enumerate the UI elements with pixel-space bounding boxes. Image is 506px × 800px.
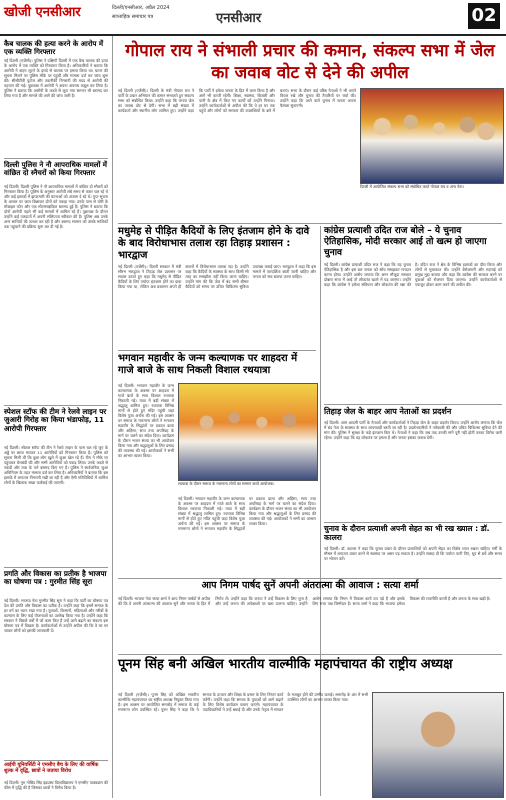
story-headline: भगवान महावीर के जन्म कल्याणक पर शाहदरा में गाजे बाजे के साथ निकली विशाल रथयात्रा [118, 353, 298, 376]
story-headline: चुनाव के दौरान प्रत्याशी अपनी सेहत का भी रख ख्याल : डॉ. कालरा [324, 524, 490, 542]
story-divider [118, 578, 502, 579]
story-body: नई दिल्ली। कांग्रेस प्रत्याशी उदित राज ने कहा कि यह चुनाव ऐतिहासिक है और इस बार जनता को सोच समझकर मतदान करना होगा। उन्होंने आरोप लगाया कि अगर मौजूदा सरकार दोबारा सत्ता में आई तो लोकतंत्र खतरे में पड़ जाएगा। उन्होंने कहा कि कांग्रेस ने हमेशा संविधान और लोकतंत्र की रक्षा की है। उदित राज ने क्षेत्र के विभिन्न इलाकों का दौरा किया और लोगों से मुलाकात की। उन्होंने बेरोजगारी और महंगाई को प्रमुख मुद्दा बताया और कहा कि कांग्रेस की सरकार बनने पर युवाओं को रोजगार दिया जाएगा। उन्होंने कार्यकर्ताओं से एकजुट होकर काम करने की अपील की। [324, 262, 502, 287]
poonam-photo [372, 692, 504, 798]
story-headline: कांग्रेस प्रत्याशी उदित राज बोले – ये चुनाव ऐतिहासिक, मोदी सरकार आई तो खत्म हो जाएगा चुनाव [324, 226, 487, 258]
page-number: 02 [468, 3, 500, 29]
story-divider [4, 567, 108, 568]
story-divider [324, 522, 502, 523]
story-divider [4, 760, 108, 761]
story-body: नई दिल्ली। भगवान महावीर के जन्म कल्याणक के अवसर पर शाहदरा में गाजे बाजे के साथ विशाल रथयात्रा निकाली गई। यात्रा में बड़ी संख्या में श्रद्धालु शामिल हुए। रथयात्रा विभिन्न मार्गों से होते हुए मंदिर पहुंची जहां विशेष पूजा अर्चना की गई। इस अवसर पर समाज के गणमान्य लोगों ने भगवान महावीर के सिद्धांतों पर प्रकाश डाला और अहिंसा, सत्य तथा अपरिग्रह के मार्ग पर चलने का संदेश दिया। कार्यक्रम के दौरान भजन संध्या का भी आयोजन किया गया और श्रद्धालुओं के लिए प्रसाद की व्यवस्था की गई। आयोजकों ने सभी का आभार व्यक्त किया। [118, 383, 174, 458]
story-body: नई दिल्ली। भाजपा नेता सत्या शर्मा ने आप निगम पार्षदों से अपील की कि वे अपनी अंतरात्मा की आवाज सुनें और जनता के हित में निर्णय लें। उन्होंने कहा कि जनता ने उन्हें विकास के लिए चुना है और उन्हें जनता की अपेक्षाओं पर खरा उतरना चाहिए। उन्होंने आरोप लगाया कि निगम में विकास कार्य ठप पड़े हैं और इसके लिए सत्ता पक्ष जिम्मेदार है। सत्या शर्मा ने कहा कि भाजपा हमेशा विकास की राजनीति करती है और जनता के साथ खड़ी है। [118, 596, 491, 606]
story-body: नई दिल्ली (एजेंसी)। पुलिस ने दक्षिणी दिल्ली में एक कैब चालक की हत्या के आरोप में एक व्यक्ति को गिरफ्तार किया है। अधिकारियों ने बताया कि आरोपी ने वाहन लूटने के इरादे से चालक पर हमला किया था। घटना की सूचना मिलने पर पुलिस मौके पर पहुंची और मामला दर्ज कर जांच शुरू की। सीसीटीवी फुटेज और तकनीकी निगरानी की मदद से आरोपी की पहचान की गई। पूछताछ में आरोपी ने अपना अपराध कबूल कर लिया है। पुलिस ने बताया कि आरोपी के कब्जे से लूटा गया सामान भी बरामद कर लिया गया है और मामले की आगे की जांच जारी है। [4, 58, 108, 98]
section-title: एनसीआर [216, 11, 262, 26]
story-body: नई दिल्ली (एजेंसी)। पूनम सिंह को अखिल भारतीय वाल्मीकि महापंचायत का राष्ट्रीय अध्यक्ष नियुक्त किया गया है। इस अवसर पर आयोजित समारोह में समाज के कई गणमान्य लोग उपस्थित रहे। पूनम सिंह ने कहा कि वे समाज के उत्थान और शिक्षा के प्रसार के लिए निरंतर कार्य करेंगी। उन्होंने कहा कि समाज के युवाओं को आगे बढ़ाने के लिए विशेष कार्यक्रम चलाए जाएंगे। महापंचायत के पदाधिकारियों ने उन्हें बधाई दी और उनके नेतृत्व में संगठन के मजबूत होने की उम्मीद जताई। समारोह के अंत में सभी उपस्थित लोगों का आभार व्यक्त किया गया। [118, 692, 368, 712]
story-body: नई दिल्ली। आम आदमी पार्टी के नेताओं और कार्यकर्ताओं ने तिहाड़ जेल के बाहर प्रदर्शन किया। उन्होंने आरोप लगाया कि जेल में बंद नेता के स्वास्थ्य के साथ लापरवाही बरती जा रही है। प्रदर्शनकारियों ने नारेबाजी की और उचित चिकित्सा सुविधा देने की मांग की। पुलिस ने सुरक्षा के कड़े इंतजाम किए थे। नेताओं ने कहा कि जब तक उनकी मांगें पूरी नहीं होतीं उनका विरोध जारी रहेगा। उन्होंने कहा कि यह लोकतंत्र पर हमला है और जनता इसका जवाब देगी। [324, 420, 502, 440]
story-headline: स्पेशल स्टॉफ की टीम ने रेलवे लाइन पर जुआरी गिरोह का किया भंडाफोड़, 11 आरोपी गिरफ्तार [4, 407, 107, 433]
lead-photo-caption: दिल्ली में आयोजित संकल्प सभा को संबोधित करते गोपाल राय व अन्य नेता। [360, 184, 464, 189]
masthead-date: दिल्ली/एनसीआर, अप्रैल 2024 [112, 5, 170, 11]
story-divider [118, 223, 502, 224]
story-divider [118, 654, 502, 655]
rathyatra-photo-caption: रथयात्रा के दौरान समाज के गणमान्य लोगों का सम्मान करते आयोजक। [178, 481, 275, 486]
story-headline: पूनम सिंह बनी अखिल भारतीय वाल्मीकि महापंचायत की राष्ट्रीय अध्यक्ष [118, 657, 453, 672]
story-divider [324, 404, 502, 405]
lead-headline: गोपाल राय ने संभाली प्रचार की कमान, संकल्प सभा में जेल का जवाब वोट से देने की अपील [125, 41, 495, 83]
column-divider [112, 36, 113, 798]
story-body: नई दिल्ली (एजेंसी)। दिल्ली सरकार में मंत्री सौरभ भारद्वाज ने तिहाड़ जेल प्रशासन पर सवाल उठाते हुए कहा कि मधुमेह से पीड़ित कैदियों के लिए पर्याप्त इंतजाम होने का दावा किया गया था, लेकिन अब प्रशासन अपने ही बयानों में विरोधाभास तलाश रहा है। उन्होंने कहा कि कैदियों के स्वास्थ्य के साथ किसी भी तरह का समझौता नहीं किया जाना चाहिए। उन्होंने मांग की कि जेल में बंद सभी बीमार कैदियों को समय पर उचित चिकित्सा सुविधा उपलब्ध कराई जाए। भारद्वाज ने कहा कि इस मामले में पारदर्शिता बरती जानी चाहिए और जनता को सच बताया जाना चाहिए। [118, 264, 316, 289]
lead-body: नई दिल्ली (एजेंसी)। दिल्ली के मंत्री गोपाल राय ने पार्टी के प्रचार अभियान की कमान संभालते हुए संकल्प सभा को संबोधित किया। उन्होंने कहा कि जनता जेल का जवाब वोट से देगी। सभा में बड़ी संख्या में कार्यकर्ता और स्थानीय लोग शामिल हुए। उन्होंने कहा कि पार्टी ने हमेशा जनता के हित में काम किया है और आगे भी करती रहेगी। शिक्षा, स्वास्थ्य, बिजली और पानी के क्षेत्र में किए गए कार्यों को उन्होंने गिनाया। उन्होंने कार्यकर्ताओं से अपील की कि वे हर घर तक पहुंचें और लोगों को सरकार की उपलब्धियों के बारे में बताएं। सभा के दौरान कई वरिष्ठ नेताओं ने भी अपने विचार रखे और चुनाव की तैयारियों पर चर्चा की। उन्होंने कहा कि आने वाले चुनाव में जनता अपना फैसला सुनाएगी। [118, 88, 356, 113]
newspaper-logo: खोजी एनसीआर [4, 5, 81, 20]
story-body: नई दिल्ली। स्पेशल स्टॉफ की टीम ने रेलवे लाइन के पास चल रहे जुए के अड्डे पर छापा मारकर 11 आरोपियों को गिरफ्तार किया है। पुलिस को सूचना मिली थी कि कुछ लोग खुले में जुआ खेल रहे हैं। टीम ने मौके पर पहुंचकर घेराबंदी की और सभी आरोपियों को पकड़ लिया। उनके कब्जे से नकदी और ताश के पत्ते बरामद किए गए हैं। पुलिस ने सार्वजनिक जुआ अधिनियम के तहत मामला दर्ज कर लिया है। अधिकारियों ने बताया कि इस इलाके में लगातार निगरानी रखी जा रही है और ऐसी गतिविधियों में शामिल लोगों के खिलाफ सख्त कार्रवाई की जाएगी। [4, 445, 108, 485]
masthead-subline: साप्ताहिक समाचार पत्र [112, 14, 154, 20]
story-divider [4, 405, 108, 406]
rathyatra-photo [178, 383, 318, 481]
story-body: नई दिल्ली। भाजपा नेता गुरमीत सिंह सूरा ने कहा कि पार्टी का घोषणा पत्र देश की प्रगति और विकास का प्रतीक है। उन्होंने कहा कि इसमें समाज के हर वर्ग का ध्यान रखा गया है। युवाओं, किसानों, महिलाओं और गरीबों के कल्याण के लिए कई योजनाओं का उल्लेख किया गया है। उन्होंने कहा कि सरकार ने पिछले वर्षों में जो काम किए हैं उन्हें आगे बढ़ाने का संकल्प इस घोषणा पत्र में दिखता है। कार्यकर्ताओं से उन्होंने अपील की कि वे घर घर जाकर लोगों को इसकी जानकारी दें। [4, 598, 108, 633]
lead-photo [360, 88, 504, 184]
masthead [0, 0, 506, 36]
story-divider [4, 158, 108, 159]
story-headline: आईपी यूनिवर्सिटी ने एमसीए बैच के लिए की वार्षिक शुल्क में वृद्धि, छात्रों ने जताया विरोध [4, 762, 99, 774]
story-body: नई दिल्ली। दिल्ली पुलिस ने नौ आपराधिक मामलों में वांछित दो स्नैचरों को गिरफ्तार किया है। पुलिस के अनुसार आरोपी लंबे समय से फरार चल रहे थे और कई इलाकों में झपटमारी की घटनाओं को अंजाम दे रहे थे। गुप्त सूचना के आधार पर जाल बिछाकर दोनों को पकड़ा गया। उनके पास से चोरी के मोबाइल फोन और एक मोटरसाइकिल बरामद हुई है। पुलिस ने बताया कि दोनों आरोपी पहले भी कई मामलों में शामिल रहे हैं। पूछताछ के दौरान उन्होंने कई वारदातों में अपनी संलिप्तता स्वीकार की है। पुलिस अब उनके अन्य साथियों की तलाश कर रही है और बरामद सामान को उसके मालिकों तक पहुंचाने की प्रक्रिया शुरू कर दी गई है। [4, 184, 108, 229]
story-headline: प्रगति और विकास का प्रतीक है भाजपा का घोषणा पत्र : गुरमीत सिंह सूरा [4, 569, 107, 587]
story-divider [118, 350, 316, 351]
story-body: नई दिल्ली। डॉ. कालरा ने कहा कि चुनाव प्रचार के दौरान प्रत्याशियों को अपनी सेहत का विशेष ध्यान रखना चाहिए। गर्मी के मौसम में लगातार प्रचार करने से स्वास्थ्य पर असर पड़ सकता है। उन्होंने सलाह दी कि पर्याप्त पानी पिएं, धूप से बचें और समय पर भोजन करें। [324, 546, 502, 561]
story-headline: तिहाड़ जेल के बाहर आप नेताओं का प्रदर्शन [324, 407, 452, 416]
story-headline: आप निगम पार्षद सुनें अपनी अंतरात्मा की आवाज : सत्या शर्मा [201, 580, 419, 591]
story-body-continued: नई दिल्ली। भगवान महावीर के जन्म कल्याणक के अवसर पर शाहदरा में गाजे बाजे के साथ विशाल रथयात्रा निकाली गई। यात्रा में बड़ी संख्या में श्रद्धालु शामिल हुए। रथयात्रा विभिन्न मार्गों से होते हुए मंदिर पहुंची जहां विशेष पूजा अर्चना की गई। इस अवसर पर समाज के गणमान्य लोगों ने भगवान महावीर के सिद्धांतों पर प्रकाश डाला और अहिंसा, सत्य तथा अपरिग्रह के मार्ग पर चलने का संदेश दिया। कार्यक्रम के दौरान भजन संध्या का भी आयोजन किया गया और श्रद्धालुओं के लिए प्रसाद की व्यवस्था की गई। आयोजकों ने सभी का आभार व्यक्त किया। [178, 496, 316, 531]
story-headline: कैब चालक की हत्या करने के आरोप में एक व्यक्ति गिरफ्तार [4, 40, 104, 57]
story-headline: दिल्ली पुलिस ने नौ आपराधिक मामलों में वांछित दो स्नैचरों को किया गिरफ्तार [4, 161, 107, 178]
story-headline: मधुमेह से पीड़ित कैदियों के लिए इंतजाम होने के दावे के बाद विरोधाभास तलाश रहा तिहाड़ प्रशासन : भारद्वाज [118, 226, 310, 261]
story-body: नई दिल्ली। गुरु गोबिंद सिंह इंद्रप्रस्थ विश्वविद्यालय ने एमसीए पाठ्यक्रम की फीस में वृद्धि की है जिसका छात्रों ने विरोध किया है। [4, 780, 108, 790]
